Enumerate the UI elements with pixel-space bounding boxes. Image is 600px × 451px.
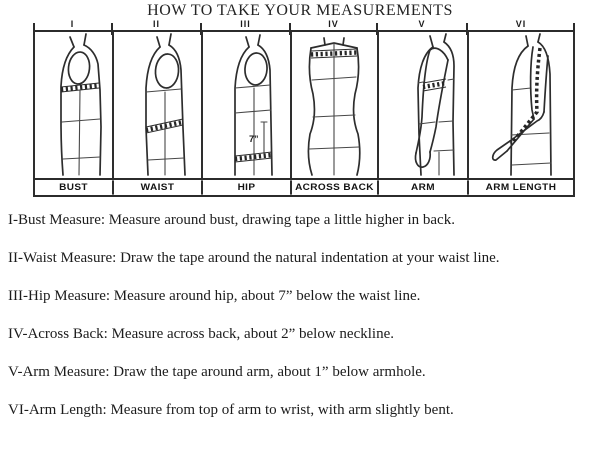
- instruction-hip: III-Hip Measure: Measure around hip, about 7” below the waist line.: [8, 288, 421, 304]
- panel-numeral-arm: V: [418, 19, 426, 29]
- panel-label-arm-length: ARM LENGTH: [467, 180, 573, 194]
- panel-numeral-waist: II: [152, 19, 160, 29]
- measurement-diagram: [33, 16, 575, 197]
- arm-length-figure-illustration: [469, 32, 573, 178]
- panel-numeral-arm-length: VI: [515, 19, 527, 29]
- instruction-waist: II-Waist Measure: Draw the tape around the natural indentation at your waist line.: [8, 250, 500, 266]
- panel-label-hip: HIP: [201, 180, 290, 194]
- figure-row: [33, 32, 575, 178]
- panel-arm: [377, 32, 467, 178]
- page-title: HOW TO TAKE YOUR MEASUREMENTS: [147, 2, 453, 19]
- hip-distance-annotation: 7”: [249, 134, 259, 144]
- panel-label-arm: ARM: [377, 180, 467, 194]
- panel-arm-length: [467, 32, 573, 178]
- panel-across-back: [290, 32, 377, 178]
- instructions: [8, 210, 596, 438]
- panel-numeral-hip: III: [240, 19, 251, 29]
- across-back-figure-illustration: [292, 32, 377, 178]
- instruction-arm-length: VI-Arm Length: Measure from top of arm to wrist, with arm slightly bent.: [8, 402, 454, 418]
- panel-hip: [201, 32, 290, 178]
- numeral-row: [33, 16, 575, 32]
- instruction-arm: V-Arm Measure: Draw the tape around arm, about 1” below armhole.: [8, 364, 426, 380]
- bust-figure-illustration: [35, 32, 112, 178]
- instruction-across-back: IV-Across Back: Measure across back, about 2” below neckline.: [8, 326, 394, 342]
- panel-numeral-across-back: IV: [328, 19, 339, 29]
- label-row: [33, 178, 575, 197]
- panel-label-waist: WAIST: [112, 180, 201, 194]
- waist-figure-illustration: [114, 32, 201, 178]
- panel-label-bust: BUST: [59, 182, 88, 193]
- instruction-bust: I-Bust Measure: Measure around bust, drawing tape a little higher in back.: [8, 212, 455, 228]
- boundary-tick: [573, 23, 575, 35]
- panel-waist: [112, 32, 201, 178]
- panel-bust: [35, 32, 112, 178]
- arm-figure-illustration: [379, 32, 467, 178]
- panel-label-across-back: ACROSS BACK: [290, 180, 377, 194]
- panel-numeral-bust: I: [70, 19, 75, 29]
- hip-figure-illustration: [203, 32, 290, 178]
